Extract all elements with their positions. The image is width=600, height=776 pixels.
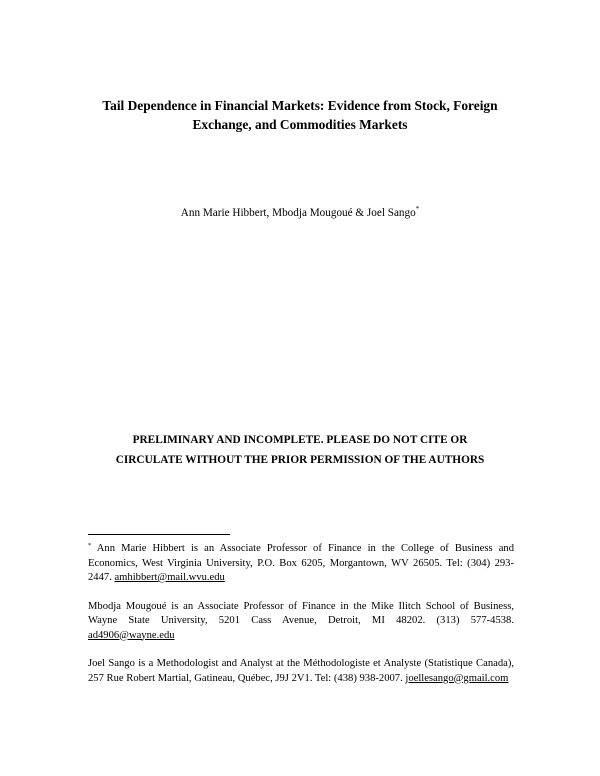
footnote-text: Joel Sango is a Methodologist and Analyst at the Méthodologiste et Analyste (Statistique Canada), 257 Rue Robert Martial, Gatineau, Québec, J9J 2V1. Tel: (438) 938-2007. [88,658,514,684]
notice-line-2: CIRCULATE WITHOUT THE PRIOR PERMISSION OF THE AUTHORS [115,454,485,466]
title-line-2: Exchange, and Commodities Markets [192,117,408,132]
preliminary-notice [60,430,540,470]
footnote-text: Ann Marie Hibbert is an Associate Professor of Finance in the College of Business and Economics, West Virginia University, P.O. Box 6205, Morgantown, WV 26505. Tel: (304) 293-2447. [88,543,514,583]
footnote-divider [88,534,230,535]
footnote-mougoue [88,600,514,644]
email-link-mougoue[interactable]: ad4906@wayne.edu [88,629,175,641]
email-link-sango[interactable]: joellesango@gmail.com [405,672,509,684]
footnote-mark: * [88,542,92,549]
footnotes [88,542,514,700]
notice-line-1: PRELIMINARY AND INCOMPLETE. PLEASE DO NOT CITE OR [132,434,468,446]
footnote-sango [88,657,514,686]
title-line-1: Tail Dependence in Financial Markets: Evidence from Stock, Foreign [102,98,498,113]
author-list [60,206,540,220]
footnote-text: Mbodja Mougoué is an Associate Professor of Finance in the Mike Ilitch School of Business, Wayne State University, 5201 Cass Avenue, Detroit, MI 48202. (313) 577-4538. [88,600,514,626]
paper-title [60,96,540,134]
author-names: Ann Marie Hibbert, Mbodja Mougoué & Joel Sango [180,207,416,219]
footnote-hibbert [88,542,514,586]
author-footnote-mark: * [415,205,420,213]
email-link-hibbert[interactable]: amhibbert@mail.wvu.edu [114,572,225,583]
